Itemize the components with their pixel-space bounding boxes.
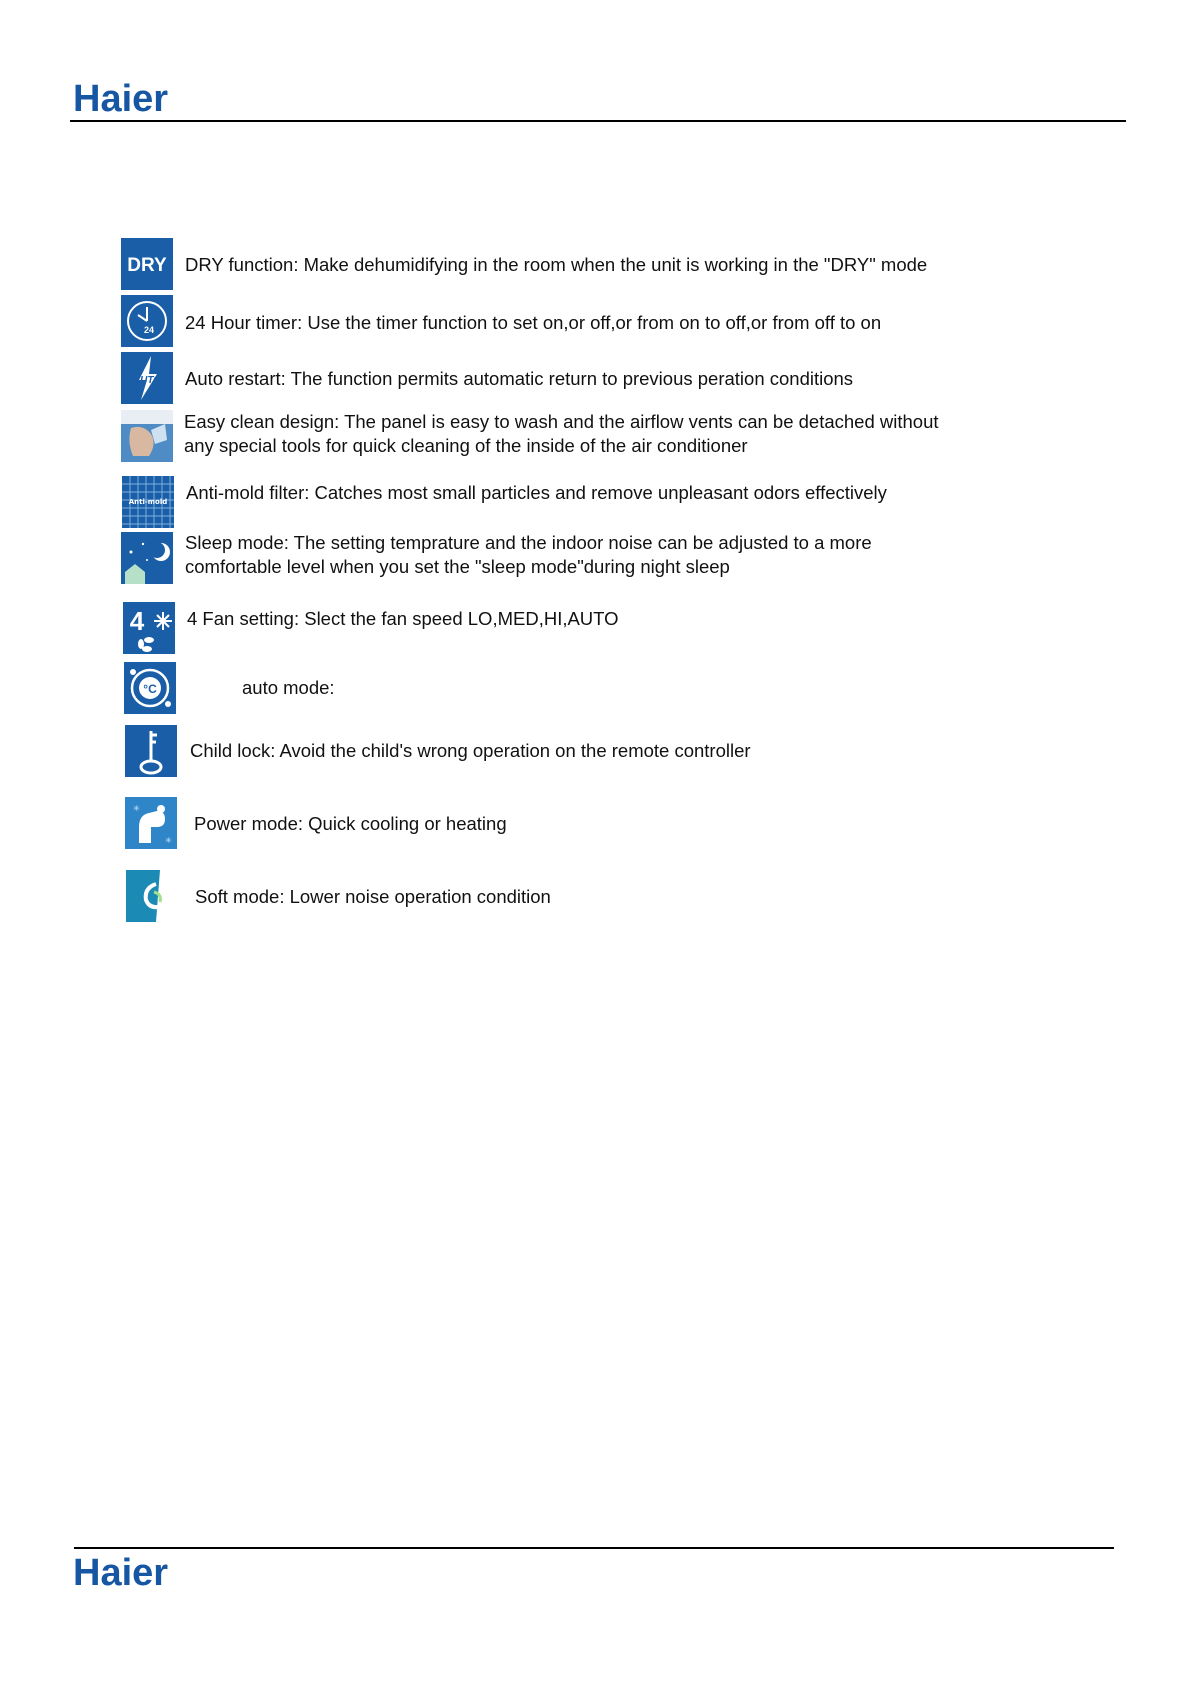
haier-logo-bottom: Haier [73, 1552, 169, 1594]
anti-mold-icon-label: Anti-mold [128, 498, 168, 506]
sleep-mode-icon [121, 532, 173, 584]
feature-dry-text: DRY function: Make dehumidifying in the room when the unit is working in the "DRY" mode [185, 254, 928, 275]
fan-setting-icon-label: 4 [129, 606, 145, 636]
timer-24-icon [121, 295, 173, 347]
fan-setting-icon [123, 602, 175, 654]
power-mode-icon [125, 797, 177, 849]
feature-auto-mode-text: auto mode: [242, 677, 335, 698]
easy-clean-icon [121, 410, 173, 462]
soft-mode-icon [126, 870, 178, 922]
feature-fan-setting-text: 4 Fan setting: Slect the fan speed LO,MED,HI,AUTO [187, 608, 619, 629]
dry-icon [121, 238, 173, 290]
feature-easy-clean-line1: Easy clean design: The panel is easy to wash and the airflow vents can be detached without [184, 411, 939, 432]
anti-mold-filter-icon [122, 476, 174, 528]
footer-rule [74, 1547, 1114, 1549]
feature-timer-text: 24 Hour timer: Use the timer function to set on,or off,or from on to off,or from off to on [185, 312, 882, 333]
auto-mode-icon-label: °C [143, 682, 157, 696]
child-lock-icon [125, 725, 177, 777]
auto-mode-icon [124, 662, 176, 714]
feature-soft-mode-text: Soft mode: Lower noise operation condition [195, 886, 551, 907]
dry-icon-label: DRY [127, 255, 167, 276]
svg-text:✳: ✳ [165, 836, 172, 845]
feature-sleep-line2: comfortable level when you set the "sleep mode"during night sleep [185, 556, 730, 577]
haier-logo-top: Haier [73, 78, 169, 120]
feature-anti-mold-text: Anti-mold filter: Catches most small particles and remove unpleasant odors effectively [186, 482, 887, 503]
feature-sleep-line1: Sleep mode: The setting temprature and the indoor noise can be adjusted to a more [185, 532, 872, 553]
auto-restart-icon [121, 352, 173, 404]
svg-text:✳: ✳ [133, 804, 140, 813]
timer-icon-label: 24 [143, 325, 155, 335]
feature-auto-restart-text: Auto restart: The function permits automatic return to previous peration conditions [185, 368, 854, 389]
feature-power-mode-text: Power mode: Quick cooling or heating [194, 813, 507, 834]
header-rule [70, 120, 1126, 122]
auto-restart-icon-label: AUTO [132, 375, 162, 386]
feature-easy-clean-line2: any special tools for quick cleaning of the inside of the air conditioner [184, 435, 748, 456]
feature-child-lock-text: Child lock: Avoid the child's wrong operation on the remote controller [190, 740, 751, 761]
